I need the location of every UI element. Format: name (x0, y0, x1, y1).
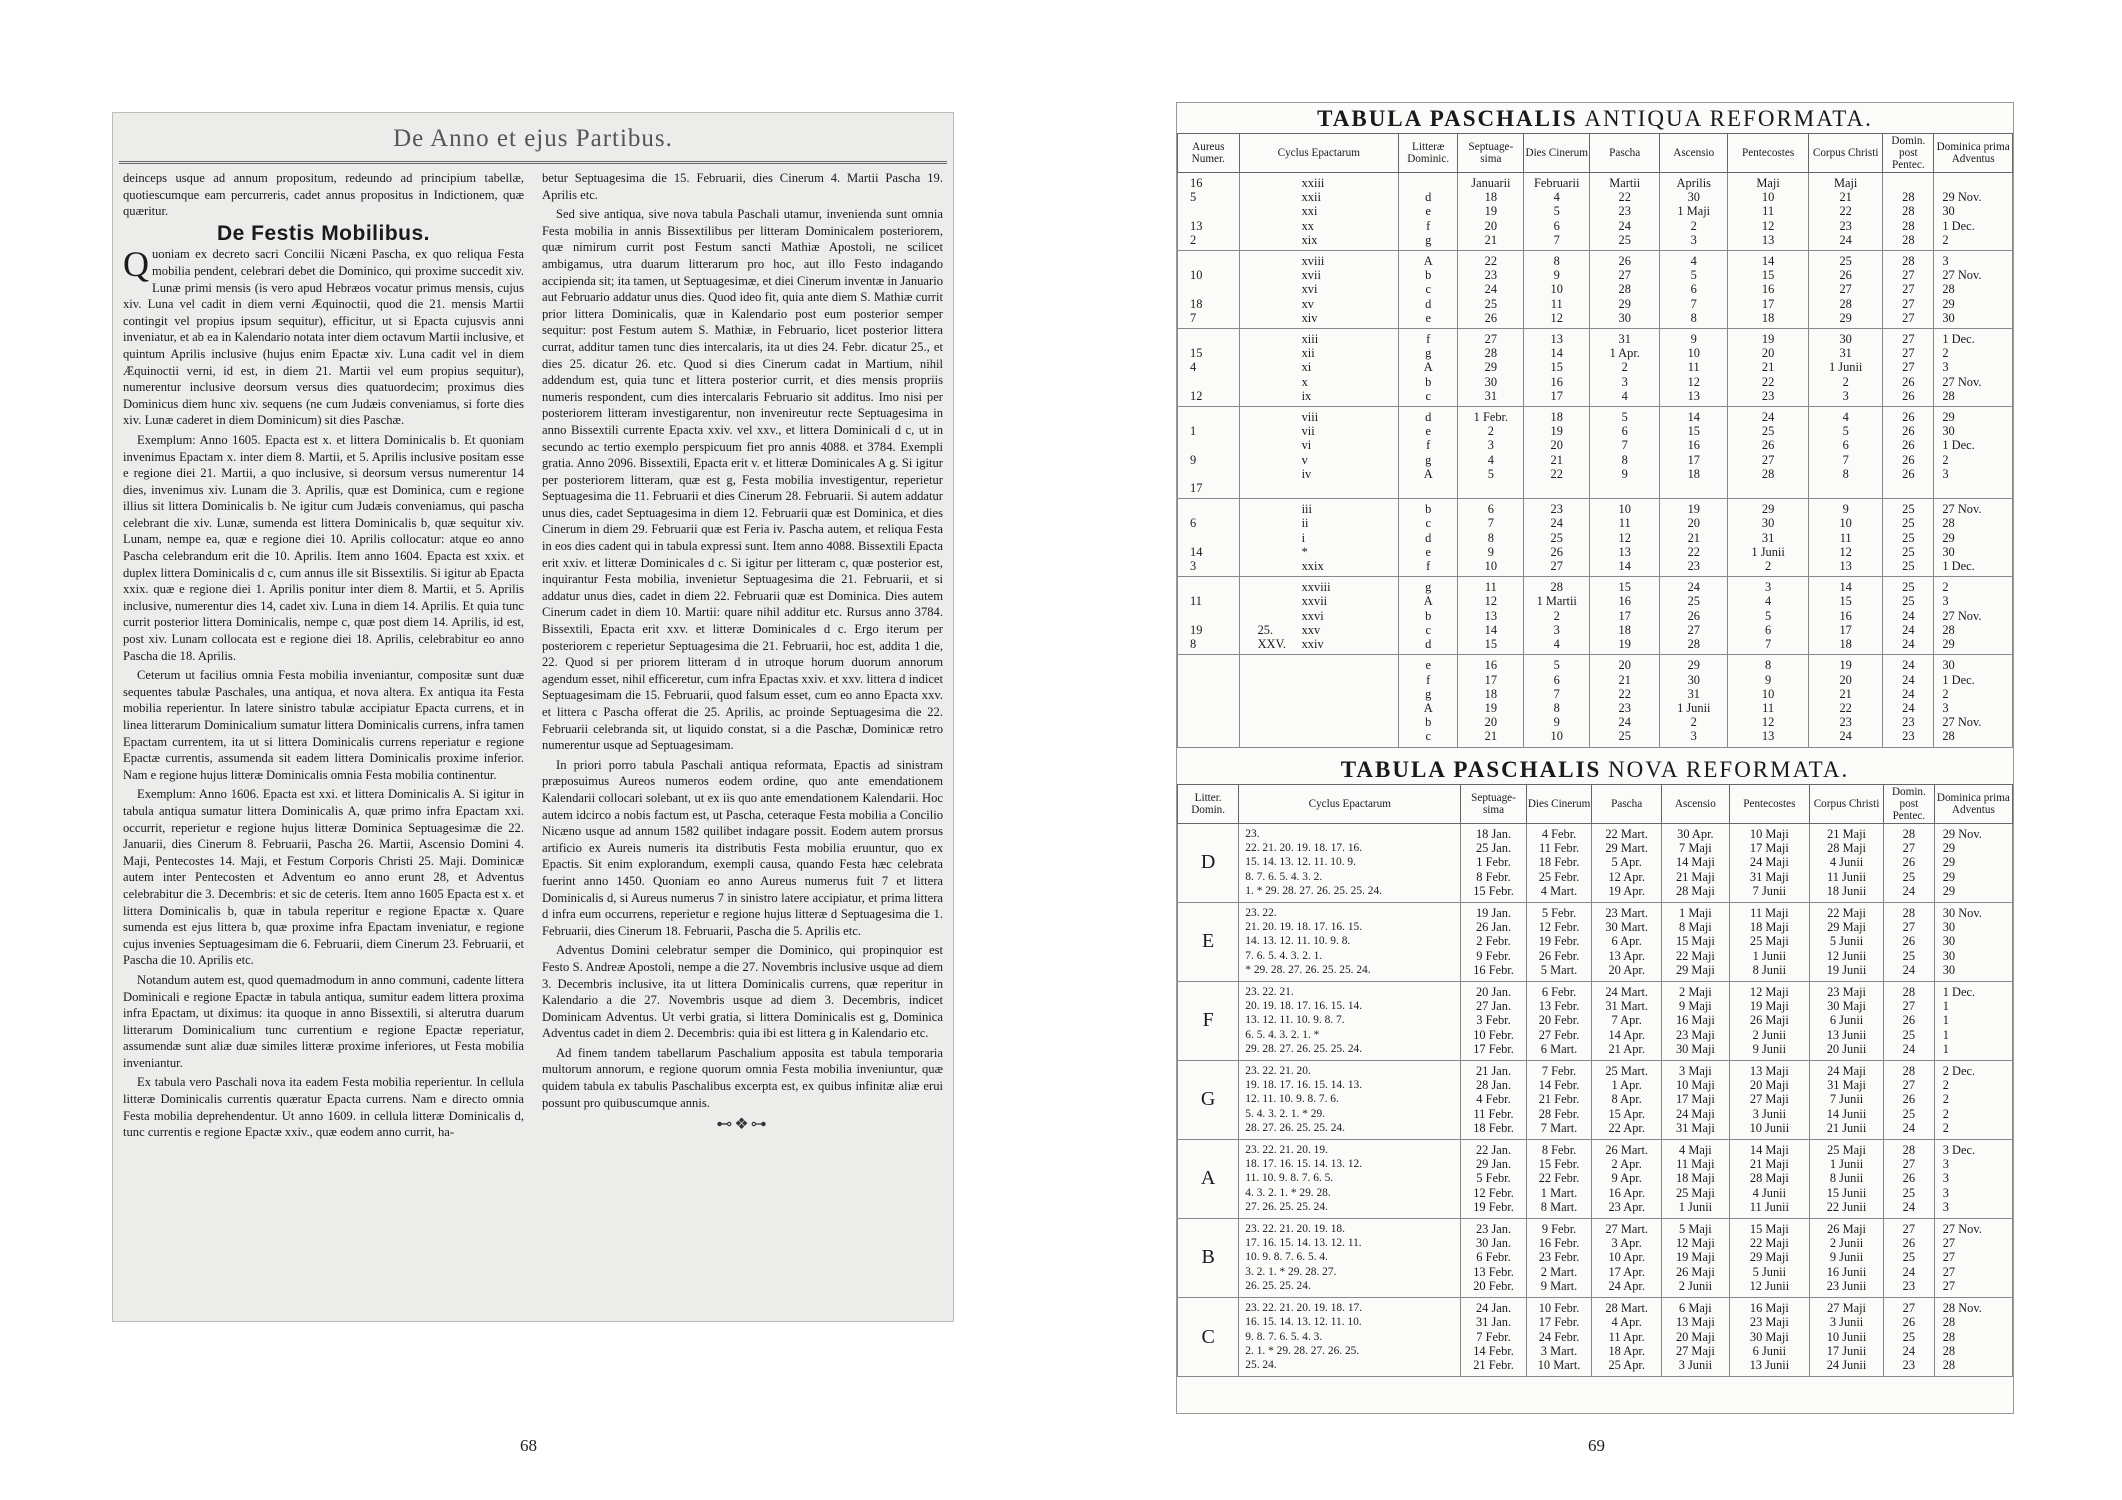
dominical-letter: A (1178, 1139, 1239, 1218)
table-cell: 18 Jan. 25 Jan. 1 Febr. 8 Febr. 15 Febr. (1461, 823, 1527, 902)
dominical-letter: C (1178, 1297, 1239, 1376)
table-cell: 4 5 6 7 8 (1660, 251, 1728, 329)
table-row (1178, 902, 2013, 981)
table-cell: 28 27 26 25 24 (1884, 1139, 1935, 1218)
column-header: Ascensio (1662, 784, 1730, 823)
left-page (112, 112, 954, 1322)
table-cell: 27 26 25 24 23 (1884, 1218, 1935, 1297)
table-cell: 29 30 31 1 Junii 2 (1728, 499, 1809, 577)
paragraph: Ceterum ut facilius omnia Festa mobilia inveniantur, compositæ sunt duæ sequentes tabulæ Paschales, una antiqua, et nova altera. Ex antiqua ita Festa mobilia reperientur. In latere sinistro tabulæ accipiatur Epacta currens, et in linea litterarum Dominicalium sumatur littera Dominicalis currens, infra tamen Epactam currentem, ita ut si littera Dominicalis currens reperiatur e regione Epactæ currentis, assumenda sit eadem littera Dominicalis proxime inferior. Nam e regione hujus litteræ Dominicalis omnia Festa mobilia continentur. (123, 668, 524, 782)
right-page (1176, 102, 2014, 1414)
column-header: Dominica prima Adventus (1934, 134, 2013, 173)
table-cell: 23. 22. 21. 20. 19. 18. 17. 16. 15. 14. 13. 12. 11. 10. 9. 8. 7. 6. 5. 4. 3. 2. 1. * 29. 28. 27. 26. 25. 25. 24. (1239, 1218, 1461, 1297)
column-header: Pentecostes (1728, 134, 1809, 173)
table-cell: 1 9 17 (1178, 407, 1240, 499)
table-cell: 24 Maji 31 Maji 7 Junii 14 Junii 21 Junii (1810, 1060, 1884, 1139)
column-header: Dies Cinerum (1524, 134, 1590, 173)
table-row (1178, 655, 2013, 747)
paragraph: Quoniam ex decreto sacri Concilii Nicæni Pascha, ex quo reliqua Festa mobilia pendent, celebrari debet die Dominico, qui proxime succedit xiv. Lunæ primi mensis (is vero apud Hebræos vocatur primus mensis, cujus xiv. Luna vel cadit in diem verni Æquinoctii, quod die 21. mensis Martii contingit vel propius ipsum sequitur), efficitur, ut si Epacta cujusvis anni inveniatur, et ab ea in Kalendario notata inter diem octavum Martii inclusive, et quintum Aprilis inclusive (hujus enim Epactæ xiv. Luna cadit vel in diem Æquinoctii verni, id est, in diem 21. Martii vel eum propius sequitur), numerentur inclusive deorsum versus dies quatuordecim; proximus dies Dominicus diem hunc xiv. sequens (ne cum Judæis conveniamus, si forte dies xiv. Lunæ caderet in diem Dominicum) sit dies Paschæ. (123, 244, 524, 428)
table-cell: 6 Maji 13 Maji 20 Maji 27 Maji 3 Junii (1662, 1297, 1730, 1376)
running-header: De Anno et ejus Partibus. (119, 113, 947, 164)
table-cell: 16 5 13 2 (1178, 173, 1240, 251)
paragraph: Adventus Domini celebratur semper die Dominico, qui propinquior est Festo S. Andreæ Apostoli, nempe a die 27. Novembris inclusive usque ad diem 3. Decembris inclusive, ita ut littera Dominicalis currens, quæ reperitur in Kalendario a die 27. Novembris usque ad diem 3. Decembris, indicet Dominicam Adventus. Ut verbi gratia, si littera Dominicalis est g, Dominica Adventus cadet in diem 2. Decembris: quia ibi est littera g in Kalendario etc. (542, 943, 943, 1041)
page-number-left: 68 (520, 1436, 537, 1455)
table-cell: 23. 22. 21. 20. 19. 18. 17. 16. 15. 14. 13. 12. 11. 10. 9. 8. 7. 6. 5. 4. 3. 2. 1. * 29. 28. 27. 26. 25. 25. 24. (1239, 823, 1461, 902)
table-cell: 19 20 21 22 23 24 (1808, 655, 1882, 747)
column-header: Aureus Numer. (1178, 134, 1240, 173)
table-cell: 27 28 29 30 31 (1458, 329, 1524, 407)
table-cell: viii vii vi v iv (1239, 407, 1398, 499)
paragraph: Ex tabula vero Paschali nova ita eadem Festa mobilia reperientur. In cellula litteræ Dominicalis currentis quæratur Epacta currens. Nam e directo omnia Festa mobilia deprehendentur. Ut anno 1609. in cellula litteræ Dominicalis d, tunc currentis e regione Epactæ xxiv., quæ eodem anno currit, ha- (123, 1075, 524, 1140)
table-cell: 13 Maji 20 Maji 27 Maji 3 Junii 10 Junii (1729, 1060, 1809, 1139)
table-cell: 8 9 10 11 12 (1524, 251, 1590, 329)
table-cell: 1 Maji 8 Maji 15 Maji 22 Maji 29 Maji (1662, 902, 1730, 981)
table-cell: 27 Nov. 27 27 27 27 (1934, 1218, 2012, 1297)
table-cell: e f g A b c (1398, 655, 1457, 747)
dominical-letter: G (1178, 1060, 1239, 1139)
table-cell (1239, 655, 1398, 747)
table-cell: 30 Nov. 30 30 30 30 (1934, 902, 2012, 981)
paragraph: betur Septuagesima die 15. Februarii, dies Cinerum 4. Martii Pascha 19. Aprilis etc. (542, 171, 943, 202)
table2-title: TABULA PASCHALIS NOVA REFORMATA. (1340, 756, 1850, 782)
table-cell: 11 12 13 14 15 (1458, 577, 1524, 655)
table-row (1178, 499, 2013, 577)
table-cell: xxviii xxvii xxvi xxv xxiv 25. XXV. (1239, 577, 1398, 655)
paragraph: Sed sive antiqua, sive nova tabula Paschali utamur, invenienda sunt omnia Festa mobilia in annis Bissextilibus per litteram Dominicalem posteriorem, quæ nimirum currit post Festum sancti Mathiæ Apostoli, ne scilicet ambigamus, utra duarum litterarum pro hoc, aut illo Festo indagando accipienda sit; ita tamen, ut Septuagesimæ, et diei Cinerum inventæ in Januario aut Februario addatur unus dies. Quod ideo fit, quia ante diem S. Mathiæ currit prior littera Dominicalis, quæ in Kalendario post eum posterior semper sequitur: post Festum autem S. Mathiæ, in Februario, licet posterior littera currat, additur tamen tunc dies intercalaris, ita ut dies 24. Febr. dicatur 25., et dies 25. dicatur 26. etc. Quod si dies Cinerum cadat in Martium, nihil addendum est, quia tunc et littera posterior currit, et dies mensis propriis numeris respondent, cum dies intercalaris Februario sit additus. Imo nisi per posteriorem litteram investigarentur, non invenireutur recte Septuagesima in anno Bissextili currente Epacta xxiv. vel xxv., et littera Dominicali d c, ut in secundo ac tertio exemplo perspicuum fiet pro annis 4088. et 3784. Exempli gratia. Anno 2096. Bissextili, Epacta erit v. et litteræ Dominicales A g. Si igitur per posteriorem litteram, quæ est g, Festa mobilia investigentur, reperietur Septuagesima die 11. Februarii et dies Cinerum 28. Februarii. Si autem addatur unus dies, cadet Septuagesima in diem 12. Februarii quæ est Dominica, et dies Cinerum in diem 29. Februarii quæ est Feria iv. Pascha autem, et reliqua Festa in eos dies cadent qui in tabula expressi sunt. Item anno 4088. Bissextili Epacta erit xxiv. et litteræ Dominicales d c. Si igitur per litteram c, quæ posterior est, inquirantur Festa mobilia, invenietur Septuagesima die 21. Februarii, et si addatur unus dies, cadet in diem 22. Februarii quæ est Dominica. Dies autem Cinerum cadet in diem 10. Martii: quare nihil additur etc. Rursus anno 3784. Bissextili, Epacta erit xxv. et litteræ Dominicales d c. Ergo iterum per posteriorem c reperietur Septuagesima die 21. Februarii, hoc est, addita 1 die, 22. Quod si per priorem litteram d in utroque horum duorum annorum agendum esset, nihil efficeretur, cum infra Epactas xxiv. et xxv. littera d indicet Septuagesimam die 15. Februarii, quod falsum esset, cum eo anno Epacta xxv. et littera c Pascha offerat die 25. Aprilis, ac proinde Septuagesima die 22. Februarii celebranda sit, ut liquido constat, si a die Paschæ, Dominicæ retro numerentur usque ad Septuagesimam. (542, 207, 943, 753)
table-cell: 24 24 24 24 23 23 (1883, 655, 1934, 747)
section-heading: De Festis Mobilibus. (216, 221, 431, 245)
table-cell: 25 25 25 25 25 (1883, 499, 1934, 577)
table-cell: 8 9 10 11 12 13 (1728, 655, 1809, 747)
table-cell: 27 Maji 3 Junii 10 Junii 17 Junii 24 Junii (1810, 1297, 1884, 1376)
table-cell: 23 Maji 30 Maji 6 Junii 13 Junii 20 Junii (1810, 981, 1884, 1060)
table-cell: 14 15 16 17 18 (1808, 577, 1882, 655)
table-cell: 15 4 12 (1178, 329, 1240, 407)
table-cell: 15 Maji 22 Maji 29 Maji 5 Junii 12 Junii (1729, 1218, 1809, 1297)
table-row (1178, 329, 2013, 407)
table-cell: 24 25 26 27 28 (1660, 577, 1728, 655)
table-cell: 30 1 Dec. 2 3 27 Nov. 28 (1934, 655, 2013, 747)
table-cell: 19 Jan. 26 Jan. 2 Febr. 9 Febr. 16 Febr. (1461, 902, 1527, 981)
table-row (1178, 577, 2013, 655)
table-cell: 29 Nov. 29 29 29 29 (1934, 823, 2012, 902)
table-cell: 2 Maji 9 Maji 16 Maji 23 Maji 30 Maji (1662, 981, 1730, 1060)
table-cell: 14 Maji 21 Maji 28 Maji 4 Junii 11 Junii (1729, 1139, 1809, 1218)
table-cell: 28 1 Martii 2 3 4 (1524, 577, 1590, 655)
table-cell: 10 Febr. 17 Febr. 24 Febr. 3 Mart. 10 Mart. (1526, 1297, 1592, 1376)
table-antiqua (1177, 133, 2013, 748)
table-row (1178, 173, 2013, 251)
table-cell: 28 28 28 28 (1883, 173, 1934, 251)
table-cell: 12 Maji 19 Maji 26 Maji 2 Junii 9 Junii (1729, 981, 1809, 1060)
column-header: Pentecostes (1729, 784, 1809, 823)
column-header: Domin. post Pentec. (1884, 784, 1935, 823)
table-cell: 25 Maji 1 Junii 8 Junii 15 Junii 22 Junii (1810, 1139, 1884, 1218)
table-cell: 22 Mart. 29 Mart. 5 Apr. 12 Apr. 19 Apr. (1592, 823, 1662, 902)
table-cell: 23 Mart. 30 Mart. 6 Apr. 13 Apr. 20 Apr. (1592, 902, 1662, 981)
table-cell: Aprilis 30 1 Maji 2 3 (1660, 173, 1728, 251)
table-cell: 23. 22. 21. 20. 19. 18. 17. 16. 15. 14. 13. 12. 11. 10. 9. 8. 7. 6. 5. 4. 3. 2. 1. * 29. 28. 27. 26. 25. 25. 24. (1239, 902, 1461, 981)
ornament: ⊷❖⊶ (716, 1116, 769, 1134)
table-cell: Maji 10 11 12 13 (1728, 173, 1809, 251)
column-header: Ascensio (1660, 134, 1728, 173)
table-cell: 15 16 17 18 19 (1590, 577, 1660, 655)
paragraph: Exemplum: Anno 1605. Epacta est x. et littera Dominicalis b. Et quoniam invenimus Epactam x. inter diem 8. Martii, et 5. Aprilis inclusive positam esse e regione diei 21. Martii, a quo inclusive, si deorsum versus numerentur 14 dies, invenimus xiv. Lunam die 3. Aprilis, quæ est Dominica, cum e regione illius sit littera Dominicalis b. Ne igitur cum Judæis conveniamus, qui pascha celebrant die xiv. Lunæ, sumenda est littera Dominicalis b, quæ sequitur xiv. Lunam, nempe ea, quæ e regione diei 10. Aprilis collocatur: atque eo anno Pascha celebrandum erit die 10. Aprilis. Item anno 1604. Epacta est xxix. et duplex littera Dominicalis d c, cum annus ille sit Bissextilis. Si igitur ab Epacta xxix. quæ e regione diei 1. Aprilis ponitur inter diem 8. Martii, et 5. Aprilis inclusive, numerentur dies 14, cadet xiv. Luna in diem 14. Aprilis. Et quia tunc currit posterior littera Dominicalis, nempe c, quæ post diem 14. Aprilis, id est, post xiv. Lunam collocata est e regione diei 18. Aprilis, celebrabitur eo anno Pascha die 18. Aprilis. (123, 432, 524, 663)
table-cell: d e f g A (1398, 407, 1457, 499)
table-cell: 11 19 8 (1178, 577, 1240, 655)
table-cell: 27 27 27 26 26 (1883, 329, 1934, 407)
table-cell: xiii xii xi x ix (1239, 329, 1398, 407)
table-cell: 6 Febr. 13 Febr. 20 Febr. 27 Febr. 6 Mart. (1526, 981, 1592, 1060)
column-header: Corpus Christi (1808, 134, 1882, 173)
table-cell: 22 Maji 29 Maji 5 Junii 12 Junii 19 Junii (1810, 902, 1884, 981)
table-cell: 24 Jan. 31 Jan. 7 Febr. 14 Febr. 21 Febr. (1461, 1297, 1527, 1376)
table-cell: 23. 22. 21. 20. 19. 18. 17. 16. 15. 14. 13. 12. 11. 10. 9. 8. 7. 6. 5. 4. 3. 2. 1. * 29. 28. 27. 26. 25. 25. 24. (1239, 1297, 1461, 1376)
dominical-letter: D (1178, 823, 1239, 902)
table-cell: 28 27 26 25 24 (1884, 902, 1935, 981)
table-cell: 19 20 21 22 23 (1660, 499, 1728, 577)
table-cell: xviii xvii xvi xv xiv (1239, 251, 1398, 329)
table-row (1178, 981, 2013, 1060)
table-cell: 31 1 Apr. 2 3 4 (1590, 329, 1660, 407)
table-cell: 11 Maji 18 Maji 25 Maji 1 Junii 8 Junii (1729, 902, 1809, 981)
table-cell: 9 10 11 12 13 (1660, 329, 1728, 407)
table-cell: 4 Maji 11 Maji 18 Maji 25 Maji 1 Junii (1662, 1139, 1730, 1218)
table-cell: 5 Maji 12 Maji 19 Maji 26 Maji 2 Junii (1662, 1218, 1730, 1297)
table-cell: 26 26 26 26 26 (1883, 407, 1934, 499)
table-cell: 29 Nov. 30 1 Dec. 2 (1934, 173, 2013, 251)
table-cell: 27 26 25 24 23 (1884, 1297, 1935, 1376)
table-cell: 22 23 24 25 26 (1458, 251, 1524, 329)
table-cell: 3 Maji 10 Maji 17 Maji 24 Maji 31 Maji (1662, 1060, 1730, 1139)
table-row (1178, 823, 2013, 902)
table-cell: 1 Febr. 2 3 4 5 (1458, 407, 1524, 499)
table-cell: 6 14 3 (1178, 499, 1240, 577)
table-cell: 5 Febr. 12 Febr. 19 Febr. 26 Febr. 5 Mart. (1526, 902, 1592, 981)
table-cell: 22 Jan. 29 Jan. 5 Febr. 12 Febr. 19 Febr. (1461, 1139, 1527, 1218)
table-row (1178, 1218, 2013, 1297)
table-row (1178, 251, 2013, 329)
dominical-letter: F (1178, 981, 1239, 1060)
table-cell: 10 18 7 (1178, 251, 1240, 329)
table-cell: 28 27 26 25 24 (1884, 823, 1935, 902)
table-cell: 19 20 21 22 23 (1728, 329, 1809, 407)
table-cell: 27 Mart. 3 Apr. 10 Apr. 17 Apr. 24 Apr. (1592, 1218, 1662, 1297)
table-cell: 7 Febr. 14 Febr. 21 Febr. 28 Febr. 7 Mart. (1526, 1060, 1592, 1139)
table-cell: 5 6 7 8 9 (1590, 407, 1660, 499)
table-cell: 23. 22. 21. 20. 19. 18. 17. 16. 15. 14. 13. 12. 11. 10. 9. 8. 7. 6. 5. 4. 3. 2. 1. * 29. 28. 27. 26. 25. 25. 24. (1239, 1060, 1461, 1139)
left-column (123, 170, 524, 1260)
table-cell: 28 Mart. 4 Apr. 11 Apr. 18 Apr. 25 Apr. (1592, 1297, 1662, 1376)
table-row (1178, 1139, 2013, 1218)
table-cell: 16 17 18 19 20 21 (1458, 655, 1524, 747)
table-cell: Januarii 18 19 20 21 (1458, 173, 1524, 251)
table-cell: 1 Dec. 2 3 27 Nov. 28 (1934, 329, 2013, 407)
column-header: Domin. post Pentec. (1883, 134, 1934, 173)
table-cell: 26 27 28 29 30 (1590, 251, 1660, 329)
table-cell: 2 3 27 Nov. 28 29 (1934, 577, 2013, 655)
paragraph: deinceps usque ad annum propositum, redeundo ad principium tabellæ, quotiescumque eam percurreris, cadet annus propositus in Indictionem, quæ quæritur. (123, 171, 524, 219)
table-cell: 5 6 7 8 9 10 (1524, 655, 1590, 747)
right-column (542, 170, 943, 1260)
paragraph: In priori porro tabula Paschali antiqua reformata, Epactis ad sinistram præposuimus Aureos numeros eodem ordine, quo ante emendationem Kalendarii collocari solebant, ut ex iis quo ante emendationem Kalendarii. Hoc autem idcirco a nobis factum est, ut Pascha, ceteraque Festa mobilia a Concilio Nicæno usque ad annum 1582 quilibet indagare possit. Eodem autem prorsus artificio ex Aureis numeris ita distributis Festa mobilia eruuntur, quo ex Epactis. Sit enim explorandum, exempli causa, quando Festa hæc celebrata fuerint anno 1450. Quoniam eo anno Aureus numerus fuit 7 et littera Dominicalis d, si Aureus numerus 7 in sinistro latere accipiatur, et prima littera d infra eum occurrens, reperietur e regione hujus litteræ d Septuagesima die 1. Februarii, dies Cinerum 18. Februarii, Pascha die 5. Aprilis etc. (542, 757, 943, 938)
table-cell: 4 Febr. 11 Febr. 18 Febr. 25 Febr. 4 Mart. (1526, 823, 1592, 902)
table-cell: iii ii i * xxix (1239, 499, 1398, 577)
table-cell: A b c d e (1398, 251, 1457, 329)
table-cell: xxiii xxii xxi xx xix (1239, 173, 1398, 251)
table-cell: 20 21 22 23 24 25 (1590, 655, 1660, 747)
table-cell: 10 Maji 17 Maji 24 Maji 31 Maji 7 Junii (1729, 823, 1809, 902)
table-cell: 9 Febr. 16 Febr. 23 Febr. 2 Mart. 9 Mart. (1526, 1218, 1592, 1297)
column-header: Cyclus Epactarum (1239, 134, 1398, 173)
table-cell: 6 7 8 9 10 (1458, 499, 1524, 577)
table-cell: 26 Mart. 2 Apr. 9 Apr. 16 Apr. 23 Apr. (1592, 1139, 1662, 1218)
column-header: Septuage-sima (1458, 134, 1524, 173)
table-row (1178, 407, 2013, 499)
column-header: Corpus Christi (1810, 784, 1884, 823)
table-cell: 30 Apr. 7 Maji 14 Maji 21 Maji 28 Maji (1662, 823, 1730, 902)
table-cell: 24 25 26 27 28 (1728, 407, 1809, 499)
table-cell: 25 25 24 24 24 (1883, 577, 1934, 655)
table-cell: 9 10 11 12 13 (1808, 499, 1882, 577)
table-cell: 26 Maji 2 Junii 9 Junii 16 Junii 23 Junii (1810, 1218, 1884, 1297)
table-cell: 28 Nov. 28 28 28 28 (1934, 1297, 2012, 1376)
table-nova (1177, 784, 2013, 1377)
column-header: Septuage-sima (1461, 784, 1527, 823)
table-cell: 30 31 1 Junii 2 3 (1808, 329, 1882, 407)
table-cell: 23. 22. 21. 20. 19. 18. 17. 16. 15. 14. 13. 12. 11. 10. 9. 8. 7. 6. 5. 4. 3. 2. 1. * 29. 28. 27. 26. 25. 25. 24. (1239, 981, 1461, 1060)
paragraph: Ad finem tandem tabellarum Paschalium apposita est tabula temporaria multorum annorum, e regione quorum omnia Festa mobilia inveniuntur, quæ quidem tabula ex tabulis Paschalibus excerpta est, ex quibus infinitæ aliæ erui possunt pro quibuscumque annis. (542, 1045, 943, 1110)
table-cell: 3 27 Nov. 28 29 30 (1934, 251, 2013, 329)
column-header: Dominica prima Adventus (1934, 784, 2012, 823)
column-header: Dies Cinerum (1526, 784, 1592, 823)
table-cell: 23. 22. 21. 20. 19. 18. 17. 16. 15. 14. 13. 12. 11. 10. 9. 8. 7. 6. 5. 4. 3. 2. 1. * 29. 28. 27. 26. 25. 25. 24. (1239, 1139, 1461, 1218)
column-header: Litter. Domin. (1178, 784, 1239, 823)
table-cell: Maji 21 22 23 24 (1808, 173, 1882, 251)
page-number-right: 69 (1588, 1436, 1605, 1455)
table-cell: 1 Dec. 1 1 1 1 (1934, 981, 2012, 1060)
table-cell: 3 4 5 6 7 (1728, 577, 1809, 655)
table-cell: 18 19 20 21 22 (1524, 407, 1590, 499)
table-cell: 16 Maji 23 Maji 30 Maji 6 Junii 13 Junii (1729, 1297, 1809, 1376)
table-cell-note: 25. XXV. (1257, 622, 1286, 652)
table-cell: 28 27 26 25 24 (1884, 981, 1935, 1060)
table-cell: b c d e f (1398, 499, 1457, 577)
dominical-letter: B (1178, 1218, 1239, 1297)
table-cell: 14 15 16 17 18 (1728, 251, 1809, 329)
table-cell: 21 Maji 28 Maji 4 Junii 11 Junii 18 Junii (1810, 823, 1884, 902)
table-cell: 28 27 26 25 24 (1884, 1060, 1935, 1139)
table-cell (1178, 655, 1240, 747)
table-cell: 13 14 15 16 17 (1524, 329, 1590, 407)
table-cell: Martii 22 23 24 25 (1590, 173, 1660, 251)
table-cell: f g A b c (1398, 329, 1457, 407)
drop-cap: Q (123, 244, 149, 285)
dominical-letter: E (1178, 902, 1239, 981)
table-cell: 27 Nov. 28 29 30 1 Dec. (1934, 499, 2013, 577)
table-cell: 25 Mart. 1 Apr. 8 Apr. 15 Apr. 22 Apr. (1592, 1060, 1662, 1139)
table-cell: 3 Dec. 3 3 3 3 (1934, 1139, 2012, 1218)
table-cell: 20 Jan. 27 Jan. 3 Febr. 10 Febr. 17 Febr. (1461, 981, 1527, 1060)
table-cell: 29 30 1 Dec. 2 3 (1934, 407, 2013, 499)
table-cell: 14 15 16 17 18 (1660, 407, 1728, 499)
table-cell: 23 Jan. 30 Jan. 6 Febr. 13 Febr. 20 Febr. (1461, 1218, 1527, 1297)
table-row (1178, 1297, 2013, 1376)
table-cell: 21 Jan. 28 Jan. 4 Febr. 11 Febr. 18 Febr. (1461, 1060, 1527, 1139)
paragraph: Notandum autem est, quod quemadmodum in anno communi, cadente littera Dominicali e regione Epactæ in tabula antiqua, sumitur eadem littera proxima infra Epactam, ut diximus: ita quoque in anno Bissextili, si alterutra duarum litterarum Dominicalium tunc currentium e regione Epactæ reperiatur, assumendæ sunt aliæ duæ similes litteræ proxime inferiores, ut Festa mobilia inveniantur. (123, 972, 524, 1070)
table-cell: 10 11 12 13 14 (1590, 499, 1660, 577)
table-cell: 4 5 6 7 8 (1808, 407, 1882, 499)
table1-title: TABULA PASCHALIS ANTIQUA REFORMATA. (1317, 106, 1873, 131)
table-cell: d e f g (1398, 173, 1457, 251)
column-header: Litteræ Dominic. (1398, 134, 1457, 173)
table-cell: 29 30 31 1 Junii 2 3 (1660, 655, 1728, 747)
table-cell: 2 Dec. 2 2 2 2 (1934, 1060, 2012, 1139)
table-cell: 23 24 25 26 27 (1524, 499, 1590, 577)
table-cell: 25 26 27 28 29 (1808, 251, 1882, 329)
table-cell: Februarii 4 5 6 7 (1524, 173, 1590, 251)
table-cell: 28 27 27 27 27 (1883, 251, 1934, 329)
column-header: Pascha (1590, 134, 1660, 173)
column-header: Pascha (1592, 784, 1662, 823)
paragraph: Exemplum: Anno 1606. Epacta est xxi. et littera Dominicalis A. Si igitur in tabula antiqua sumatur littera Dominicalis A, quæ primo infra Epactam xxi. occurrit, reperietur e regione hujus litteræ Dominica Septuagesimæ die 22. Januarii, dies Cinerum 8. Februarii, Pascha 26. Martii, Ascensio Domini 4. Maji, Pentecostes 14. Maji, et Festum Corporis Christi 25. Maji. Dominicæ autem inter Pentecosten et Adventum eo anno erunt 28, et Adventus celebrabitur die 3. Decembris: et sic de ceteris. Item anno 1605 Epacta est x. et littera Dominicalis b, quæ in tabula reperitur e regione Epactæ x. Quare sumenda est ejus littera b, quæ proxime infra Epactam inveniatur, e regione cujus invenies Septuagesimam die 6. Februarii, diem Cinerum 23. Februarii, et Pascha die 10. Aprilis etc. (123, 787, 524, 968)
table-cell: g A b c d (1398, 577, 1457, 655)
table-cell: 8 Febr. 15 Febr. 22 Febr. 1 Mart. 8 Mart. (1526, 1139, 1592, 1218)
table-row (1178, 1060, 2013, 1139)
column-header: Cyclus Epactarum (1239, 784, 1461, 823)
table-cell: 24 Mart. 31 Mart. 7 Apr. 14 Apr. 21 Apr. (1592, 981, 1662, 1060)
